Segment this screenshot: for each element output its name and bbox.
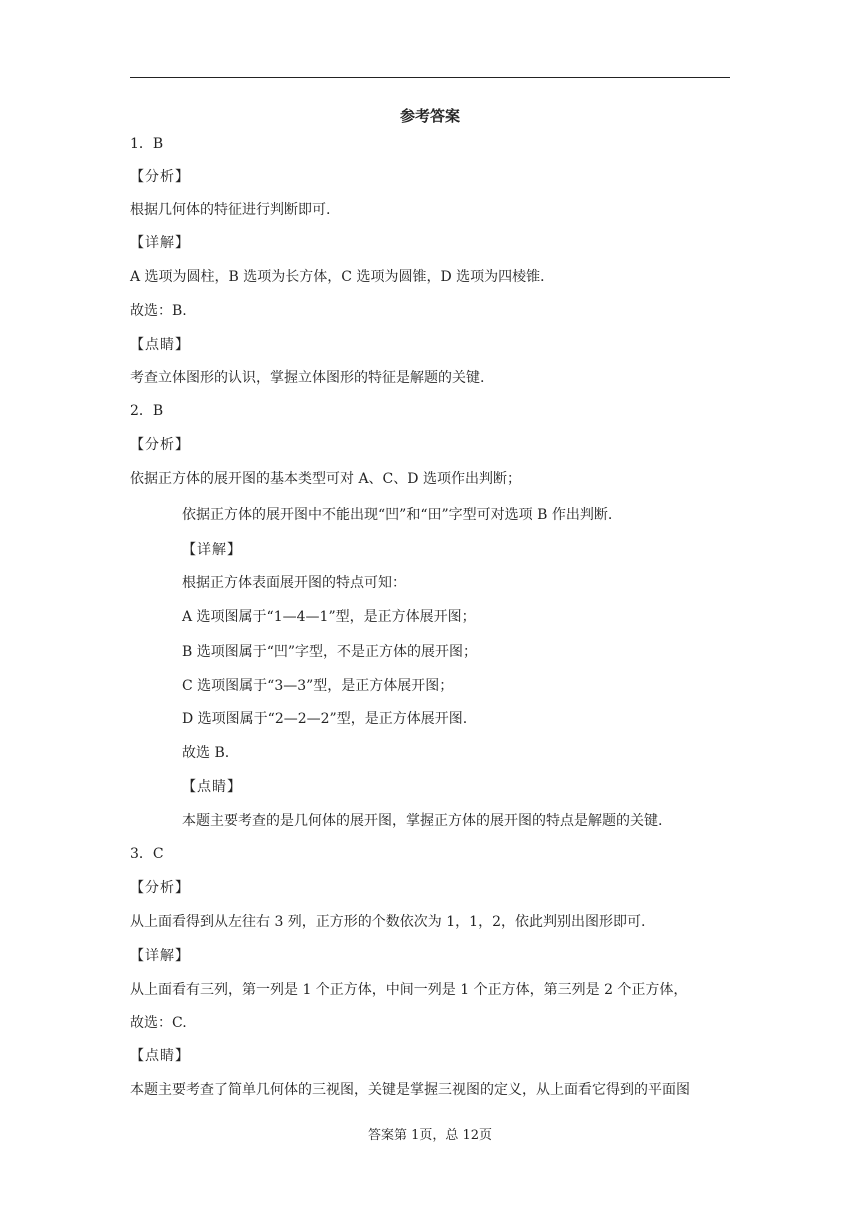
answer-2-analysis-text-2: 依据正方体的展开图中不能出现“凹”和“田”字型可对选项 B 作出判断. — [182, 507, 613, 523]
answer-3-detail-text: 从上面看有三列，第一列是 1 个正方体，中间一列是 1 个正方体，第三列是 2 个正方体， — [130, 982, 688, 998]
answer-3-analysis-heading: 【分析】 — [130, 880, 190, 896]
answer-3-analysis-text: 从上面看得到从左往右 3 列，正方形的个数依次为 1，1，2，依此判别出图形即可. — [130, 914, 646, 930]
answer-3-choice: 故选：C. — [130, 1015, 187, 1031]
answer-2-detail-text-2: A 选项图属于“1—4—1”型，是正方体展开图； — [182, 609, 476, 625]
answer-2-analysis-text-1: 依据正方体的展开图的基本类型可对 A、C、D 选项作出判断； — [130, 471, 521, 487]
page-footer: 答案第 1页，总 12页 — [367, 1128, 493, 1143]
answer-1-detail-text: A 选项为圆柱，B 选项为长方体，C 选项为圆锥，D 选项为四棱锥． — [130, 269, 555, 285]
answer-3-comment-text: 本题主要考查了简单几何体的三视图，关键是掌握三视图的定义，从上面看它得到的平面图 — [130, 1082, 690, 1098]
answer-2-detail-heading: 【详解】 — [182, 542, 242, 558]
answer-2-comment-heading: 【点睛】 — [182, 779, 242, 795]
answer-1-choice: 故选：B. — [130, 303, 187, 319]
answer-2-analysis-heading: 【分析】 — [130, 437, 190, 453]
page-title: 参考答案 — [399, 107, 460, 125]
answer-2-detail-text-1: 根据正方体表面展开图的特点可知： — [182, 575, 406, 591]
answer-1-analysis-heading: 【分析】 — [130, 169, 190, 185]
answer-3-comment-heading: 【点睛】 — [130, 1048, 190, 1064]
answer-2-number: 2．B — [130, 403, 164, 419]
header-rule — [130, 77, 730, 78]
answer-1-number: 1．B — [130, 136, 164, 152]
answer-2-detail-text-4: C 选项图属于“3—3”型，是正方体展开图； — [182, 678, 454, 694]
answer-2-choice: 故选 B. — [182, 745, 230, 761]
answer-2-detail-text-3: B 选项图属于“凹”字型，不是正方体的展开图； — [182, 644, 478, 660]
answer-2-comment-text: 本题主要考查的是几何体的展开图，掌握正方体的展开图的特点是解题的关键. — [182, 813, 663, 829]
answer-1-detail-heading: 【详解】 — [130, 235, 190, 251]
answer-1-comment-heading: 【点睛】 — [130, 337, 190, 353]
answer-1-analysis-text: 根据几何体的特征进行判断即可. — [130, 202, 331, 218]
answer-3-detail-heading: 【详解】 — [130, 948, 190, 964]
answer-2-detail-text-5: D 选项图属于“2—2—2”型，是正方体展开图. — [182, 711, 468, 727]
answer-3-number: 3．C — [130, 846, 164, 862]
answer-1-comment-text: 考查立体图形的认识，掌握立体图形的特征是解题的关键. — [130, 370, 485, 386]
